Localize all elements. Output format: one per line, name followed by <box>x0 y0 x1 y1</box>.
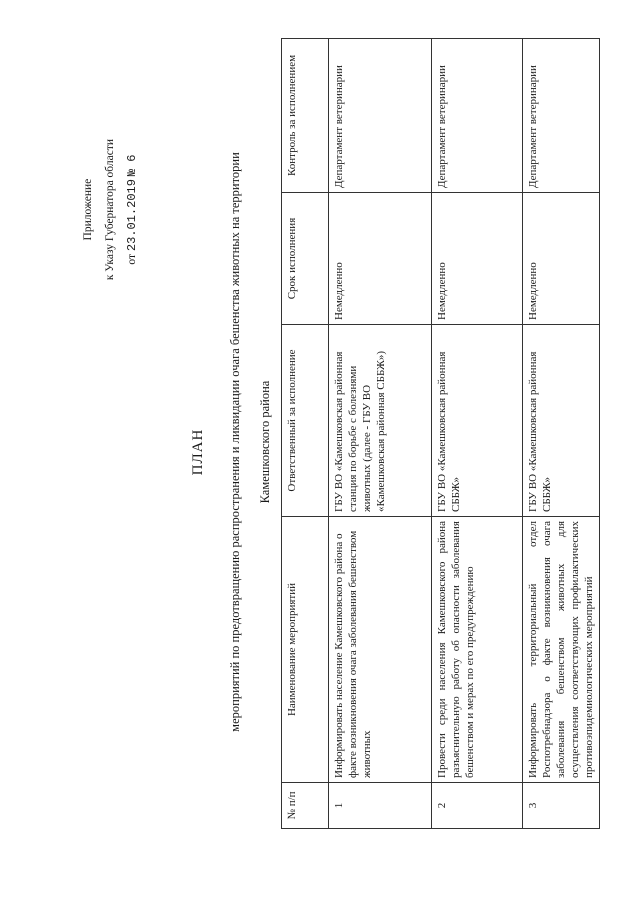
plan-subtitle <box>220 37 280 847</box>
row-term: Немедленно <box>329 193 432 325</box>
row-control: Департамент ветеринарии <box>329 39 432 193</box>
plan-table <box>281 38 600 829</box>
subtitle-line-1: мероприятий по предотвращению распространения и ликвидации очага бешенства животных на территории <box>228 152 242 732</box>
subtitle-line-2: Камешковского района <box>258 380 272 504</box>
decree-date: 23.01.2019 <box>125 179 139 252</box>
table-row <box>329 39 432 829</box>
table-row <box>523 39 600 829</box>
page-title: ПЛАН <box>190 428 206 476</box>
row-responsible: ГБУ ВО «Камешковская районная станция по борьбе с болезнями животных (далее - ГБУ ВО «Камешковская районная СББЖ») <box>329 325 432 517</box>
row-num: 3 <box>523 783 600 829</box>
row-term: Немедленно <box>432 193 523 325</box>
rotated-sheet <box>35 27 605 877</box>
appendix-date-line <box>121 139 143 280</box>
header-responsible: Ответственный за исполнение <box>282 325 329 517</box>
header-action: Наименование мероприятий <box>282 517 329 783</box>
header-control: Контроль за исполнением <box>282 39 329 193</box>
appendix-decree: к Указу Губернатора области <box>104 139 116 281</box>
date-prefix: от <box>126 253 138 265</box>
header-term: Срок исполнения <box>282 193 329 325</box>
row-action: Информировать территориальный отдел Роспотребнадзора о факте возникновения очага заболевания бешенством животных для осуществления соответствующих профилактических противоэпидемиологических мероприятий <box>523 517 600 783</box>
row-action: Провести среди населения Камешковского района разъяснительную работу об опасности заболевания бешенством и мерах по его предупреждению <box>432 517 523 783</box>
row-control: Департамент ветеринарии <box>432 39 523 193</box>
table-row <box>432 39 523 829</box>
table-header-row <box>282 39 329 829</box>
row-num: 1 <box>329 783 432 829</box>
row-num: 2 <box>432 783 523 829</box>
header-num: № п/п <box>282 783 329 829</box>
row-control: Департамент ветеринарии <box>523 39 600 193</box>
row-responsible: ГБУ ВО «Камешковская районная СББЖ» <box>432 325 523 517</box>
row-responsible: ГБУ ВО «Камешковская районная СББЖ» <box>523 325 600 517</box>
appendix-label: Приложение <box>82 178 94 241</box>
row-action: Информировать население Камешковского района о факте возникновения очага заболевания бешенством животных <box>329 517 432 783</box>
appendix-block <box>77 139 143 280</box>
decree-number: № 6 <box>125 154 139 177</box>
row-term: Немедленно <box>523 193 600 325</box>
